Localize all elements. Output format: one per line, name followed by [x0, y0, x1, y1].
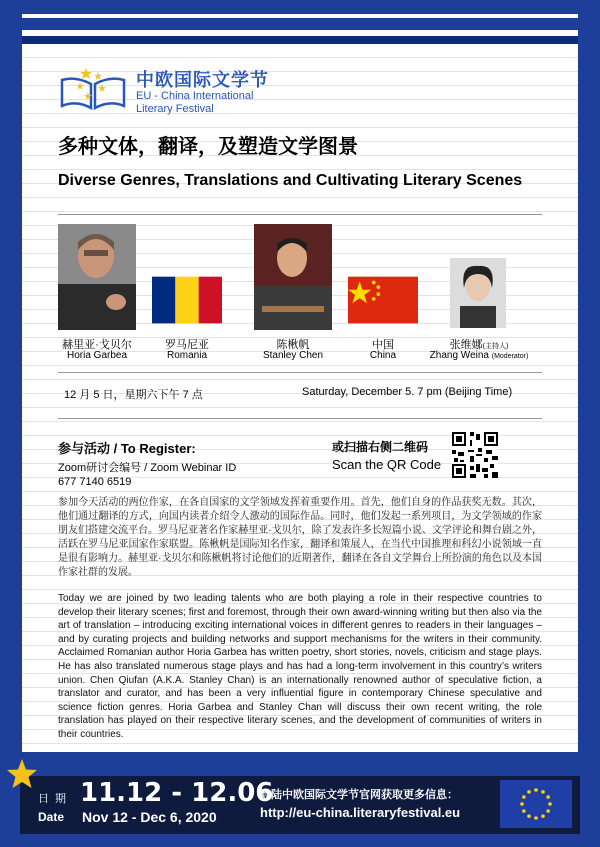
festival-name-cn: 中欧国际文学节: [136, 70, 269, 90]
moderator-role-en: (Moderator): [491, 353, 529, 360]
moderator-name: 张维娜: [449, 339, 483, 351]
page-title-cn: 多种文体，翻译，及塑造文学图景: [58, 136, 358, 158]
register-title: 参与活动 / To Register:: [58, 441, 196, 456]
moderator-role-cn: (主持人): [482, 343, 509, 350]
qr-code-icon[interactable]: [452, 432, 498, 478]
festival-name-en-line2: Literary Festival: [136, 103, 214, 115]
horia-garbea-photo: [58, 224, 136, 330]
festival-dates: 11.12 - 12.06: [80, 778, 274, 808]
website-label-cn: 登陆中欧国际文学节官网获取更多信息：: [260, 789, 458, 801]
website-link[interactable]: http://eu-china.literaryfestival.eu: [260, 805, 461, 820]
zhang-weina-photo: [450, 258, 506, 328]
divider: [58, 372, 542, 373]
festival-dates-text: Nov 12 - Dec 6, 2020: [82, 809, 217, 825]
eu-star: [534, 788, 538, 792]
participant-name-en: Horia Garbea: [66, 350, 128, 361]
moderator-name: Zhang Weina: [429, 350, 489, 361]
eu-star: [541, 814, 545, 818]
eu-star: [527, 790, 531, 794]
eu-star: [546, 795, 550, 799]
date-label-en: Date: [38, 810, 65, 824]
country-name-en: Romania: [166, 350, 208, 361]
qr-instruction-en: Scan the QR Code: [332, 457, 442, 472]
event-date-en: Saturday, December 5. 7 pm (Beijing Time): [302, 386, 513, 398]
divider: [58, 214, 542, 215]
top-strip: [22, 14, 578, 18]
top-border: [0, 0, 600, 22]
eu-star: [541, 790, 545, 794]
festival-name-en: [136, 90, 296, 116]
eu-star: [522, 809, 526, 813]
country-name-cn: 中国: [372, 339, 394, 351]
participant-name-cn: 赫里亚·戈贝尔: [62, 339, 132, 351]
country-name-en: China: [369, 350, 397, 361]
eu-flag-icon: [500, 780, 572, 828]
eu-star: [527, 814, 531, 818]
page-title-en: Diverse Genres, Translations and Cultivating Literary Scenes: [58, 172, 523, 189]
eu-star: [546, 809, 550, 813]
event-date-cn: 12 月 5 日，星期六下午 7 点: [64, 389, 203, 401]
romania-flag-icon: [152, 276, 222, 324]
book-stars-logo-icon: [58, 66, 128, 112]
participant-name-cn: 陈楸帆: [276, 339, 310, 351]
divider: [58, 418, 542, 419]
date-label-cn: 日期: [38, 793, 72, 805]
eu-star: [548, 802, 552, 806]
moderator-name-en: [428, 350, 530, 361]
country-name-cn: 罗马尼亚: [165, 339, 209, 351]
china-flag-icon: [348, 276, 418, 324]
eu-star: [520, 802, 524, 806]
stanley-chen-photo: [254, 224, 332, 330]
participant-name-en: Stanley Chen: [262, 350, 324, 361]
eu-star: [534, 816, 538, 820]
zoom-webinar-label: Zoom研讨会编号 / Zoom Webinar ID: [58, 462, 237, 474]
description-en: Today we are joined by two leading talents who are both playing a role in their respective countries to develop their literary scenes; first and foremost, through their own award-winning writing but then also via the art of translation – introducing exciting international voices in different genres to readers in their languages – and by curating projects and building networks and support mechanisms for the writers in their community. Acclaimed Romanian author Horia Garbea has written poetry, short stories, novels, criticism and stage plays. He has also translated numerous stage plays and has had a long-term involvement in this country’s writers union. Chen Qiufan (A.K.A. Stanley Chan) is an internationally renowned author of speculative fiction, a translator and curator, and has been a very influential figure in contemporary Chinese speculative and science fiction genres. Horia Garbea and Stanley Chan will discuss their own recent writing, the role translation has played on their respective literary scenes, and the development of communities of writers in their countries.: [58, 593, 542, 740]
qr-instruction-cn: 或扫描右侧二维码: [332, 440, 429, 454]
description-cn: 参加今天活动的两位作家，在各自国家的文学领域发挥着重要作用。首先，他们自身的作品获奖无数。其次，他们通过翻译的方式，向国内读者介绍令人激动的国际作品。同时，他们发起一系列项目，为文学领域的作家朋友们搭建交流平台。罗马尼亚著名作家赫里亚·戈贝尔，除了发表许多长短篇小说、文学评论和舞台剧之外，活跃在罗马尼亚国家作家联盟。陈楸帆是国际知名作家，翻译和策展人，在当代中国推理和科幻小说领域一直是很有影响力。赫里亚·戈贝尔和陈楸帆将讨论他们的近期著作，翻译在各自文学舞台上所扮演的角色以及本国作家社群的发展。: [58, 497, 542, 578]
festival-name-en-line1: EU - China International: [136, 90, 254, 102]
zoom-webinar-id[interactable]: 677 7140 6519: [58, 476, 132, 488]
header-strip: [22, 36, 578, 44]
eu-star: [522, 795, 526, 799]
star-icon: [6, 758, 38, 790]
